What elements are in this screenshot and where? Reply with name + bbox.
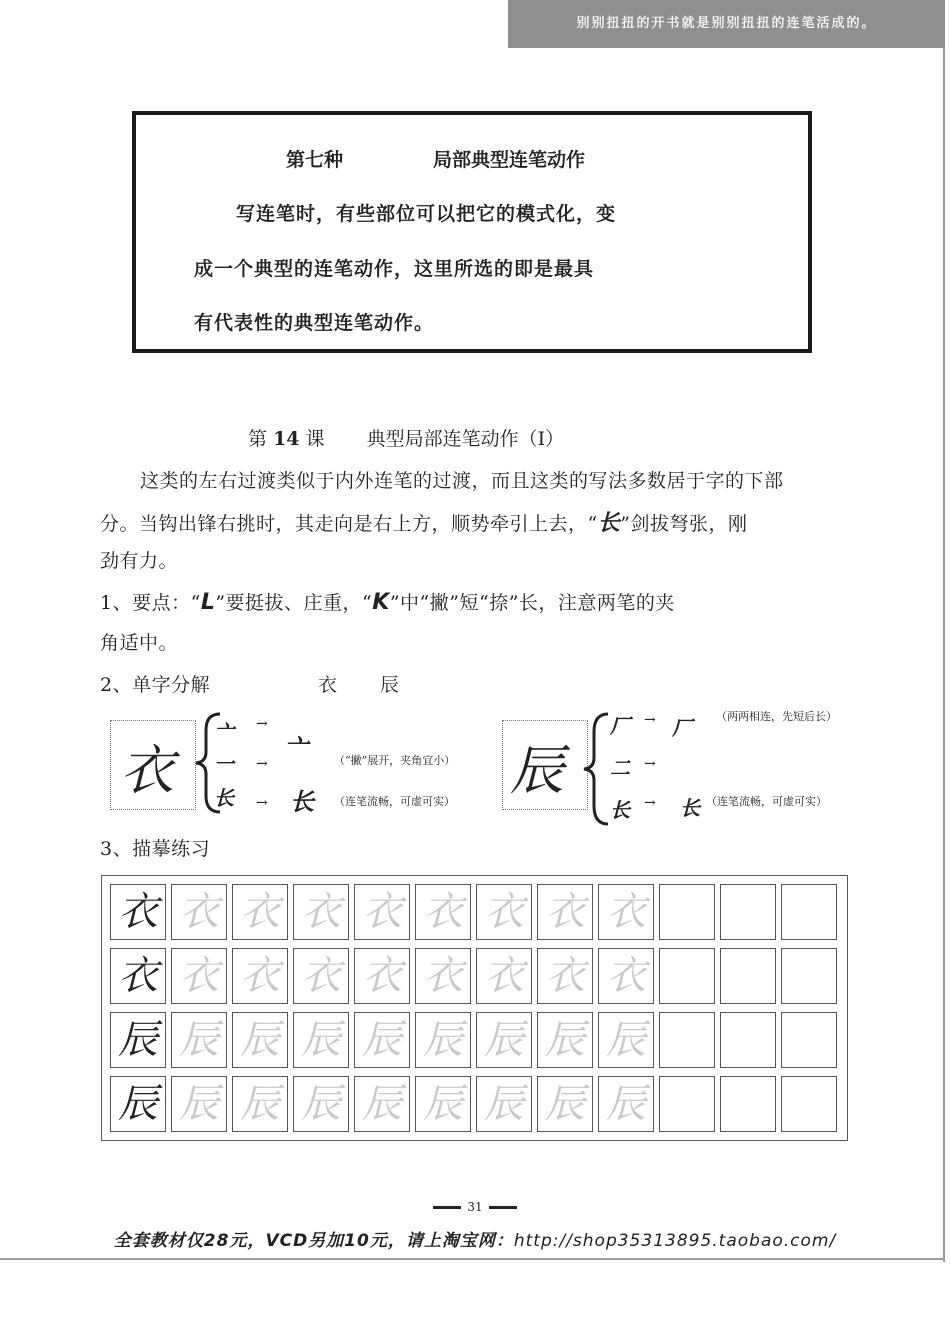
note-yi-upper: （“撇”展开，夹角宜小） <box>334 754 456 767</box>
point-1-line-2: 角适中。 <box>100 632 179 654</box>
point-1-c: ”中“撇”短“捺”长，注意两笔的夹 <box>389 592 675 614</box>
page-number-value: 31 <box>467 1200 483 1214</box>
practice-cell-blank[interactable] <box>781 948 837 1004</box>
note-chen-lower: （连笔流畅，可虚可实） <box>706 795 827 808</box>
practice-cell-trace[interactable] <box>354 948 410 1004</box>
note-yi-lower: （连笔流畅，可虚可实） <box>334 795 455 808</box>
trace-character: 衣 <box>606 889 646 935</box>
trace-character: 衣 <box>179 953 219 999</box>
point-2-label: 2、单字分解 <box>100 674 211 696</box>
practice-cell-blank[interactable] <box>781 1012 837 1068</box>
point-3-label: 3、描摹练习 <box>100 838 211 860</box>
practice-cell-blank[interactable] <box>781 884 837 940</box>
practice-cell-blank[interactable] <box>659 948 715 1004</box>
practice-cell-trace[interactable] <box>476 884 532 940</box>
practice-cell-trace[interactable] <box>171 884 227 940</box>
trace-character: 衣 <box>545 889 585 935</box>
trace-character: 辰 <box>240 1081 280 1127</box>
practice-cell-trace[interactable] <box>293 948 349 1004</box>
trace-character: 衣 <box>423 889 463 935</box>
trace-character: 衣 <box>484 953 524 999</box>
model-character: 衣 <box>118 889 158 935</box>
practice-cell-blank[interactable] <box>720 1076 776 1132</box>
trace-character: 辰 <box>606 1017 646 1063</box>
practice-cell-trace[interactable] <box>171 1076 227 1132</box>
trace-character: 衣 <box>179 889 219 935</box>
trace-character: 辰 <box>423 1081 463 1127</box>
arrow-icon: → <box>644 756 657 772</box>
intro-line-1: 写连笔时，有些部位可以把它的模式化，变 <box>236 203 617 225</box>
merged-yi-top: 亠 <box>284 734 309 762</box>
practice-cell-model <box>110 1012 166 1068</box>
part-yi-2: 一 <box>214 752 235 776</box>
lesson-prefix: 第 <box>248 428 268 450</box>
intro-category: 第七种 <box>286 149 344 171</box>
page-number <box>0 1200 950 1214</box>
practice-cell-trace[interactable] <box>232 1076 288 1132</box>
model-character: 辰 <box>118 1081 158 1127</box>
practice-cell-trace[interactable] <box>537 948 593 1004</box>
practice-cell-trace[interactable] <box>537 1076 593 1132</box>
lesson-number: 14 <box>273 428 300 450</box>
note-chen-upper: （两两相连，先短后长） <box>716 710 837 723</box>
practice-cell-blank[interactable] <box>659 1076 715 1132</box>
trace-character: 辰 <box>484 1017 524 1063</box>
trace-character: 辰 <box>301 1081 341 1127</box>
practice-cell-trace[interactable] <box>598 948 654 1004</box>
practice-cell-trace[interactable] <box>232 884 288 940</box>
intro-box <box>132 111 812 353</box>
merged-chen-bottom: 长 <box>680 796 701 820</box>
model-character: 衣 <box>118 953 158 999</box>
practice-cell-trace[interactable] <box>598 1012 654 1068</box>
practice-cell-model <box>110 948 166 1004</box>
header-banner: 别别扭扭的开书就是别别扭扭的连笔活成的。 <box>508 0 945 48</box>
part-yi-1: 亠 <box>214 720 235 744</box>
part-yi-3: 长 <box>214 786 235 810</box>
practice-cell-blank[interactable] <box>781 1076 837 1132</box>
description-line-3: 劲有力。 <box>100 550 179 572</box>
practice-cell-trace[interactable] <box>537 884 593 940</box>
part-chen-3: 长 <box>610 798 631 822</box>
practice-cell-trace[interactable] <box>537 1012 593 1068</box>
footer-url[interactable]: http://shop35313895.taobao.com/ <box>513 1231 837 1251</box>
practice-cell-trace[interactable] <box>171 1012 227 1068</box>
description-line-2b: ”剑拔弩张，刚 <box>620 513 748 535</box>
lesson-heading: 典型局部连笔动作（Ⅰ） <box>366 428 565 450</box>
practice-cell-trace[interactable] <box>293 1012 349 1068</box>
lesson-suffix: 课 <box>305 428 325 450</box>
arrow-icon: → <box>644 795 657 811</box>
description-line-2 <box>100 506 747 537</box>
trace-character: 衣 <box>423 953 463 999</box>
practice-cell-trace[interactable] <box>293 1076 349 1132</box>
breakdown-char-yi: 衣 <box>120 739 174 802</box>
footer-note <box>0 1226 950 1251</box>
practice-cell-blank[interactable] <box>720 1012 776 1068</box>
trace-character: 辰 <box>362 1017 402 1063</box>
trace-character: 衣 <box>301 889 341 935</box>
practice-cell-trace[interactable] <box>476 1076 532 1132</box>
part-chen-2: 二 <box>610 756 631 780</box>
practice-cell-model <box>110 884 166 940</box>
practice-cell-trace[interactable] <box>415 1076 471 1132</box>
arrow-icon: → <box>256 756 269 772</box>
practice-cell-trace[interactable] <box>354 1012 410 1068</box>
trace-character: 辰 <box>240 1017 280 1063</box>
trace-character: 辰 <box>545 1017 585 1063</box>
trace-character: 衣 <box>240 953 280 999</box>
intro-line-3: 有代表性的典型连笔动作。 <box>194 312 435 334</box>
practice-cell-trace[interactable] <box>415 948 471 1004</box>
footer-text: 全套教材仅28元，VCD另加10元，请上淘宝网： <box>113 1231 514 1251</box>
practice-cell-trace[interactable] <box>476 948 532 1004</box>
breakdown-char-chen: 辰 <box>510 739 564 802</box>
merged-yi-bottom: 长 <box>290 788 315 816</box>
trace-character: 衣 <box>301 953 341 999</box>
trace-character: 辰 <box>179 1081 219 1127</box>
arrow-icon: → <box>256 716 269 732</box>
page-number-dash <box>489 1206 517 1209</box>
point-1-a: 1、要点：“ <box>100 592 201 614</box>
practice-cell-trace[interactable] <box>354 1076 410 1132</box>
practice-cell-trace[interactable] <box>293 884 349 940</box>
chang-glyph-icon: K <box>372 590 390 615</box>
intro-heading: 局部典型连笔动作 <box>433 149 586 171</box>
practice-cell-blank[interactable] <box>659 884 715 940</box>
trace-character: 辰 <box>545 1081 585 1127</box>
practice-cell-blank[interactable] <box>720 884 776 940</box>
trace-character: 衣 <box>484 889 524 935</box>
trace-character: 衣 <box>362 953 402 999</box>
practice-cell-trace[interactable] <box>232 1012 288 1068</box>
practice-grid <box>101 875 848 1141</box>
description-line-1: 这类的左右过渡类似于内外连笔的过渡，而且这类的写法多数居于字的下部 <box>140 470 784 492</box>
practice-cell-model <box>110 1076 166 1132</box>
trace-character: 辰 <box>362 1081 402 1127</box>
merged-chen-top: 厂 <box>672 716 693 740</box>
practice-cell-trace[interactable] <box>354 884 410 940</box>
practice-cell-trace[interactable] <box>415 1012 471 1068</box>
practice-cell-trace[interactable] <box>171 948 227 1004</box>
practice-cell-blank[interactable] <box>720 948 776 1004</box>
page-border-right <box>943 0 945 1262</box>
arrow-icon: → <box>256 795 269 811</box>
trace-character: 衣 <box>362 889 402 935</box>
vertical-hook-glyph-icon: L <box>200 590 216 615</box>
trace-character: 衣 <box>545 953 585 999</box>
point-1-b: ”要挺拔、庄重，“ <box>215 592 373 614</box>
stroke-glyph-icon: 长 <box>597 511 621 536</box>
trace-character: 辰 <box>301 1017 341 1063</box>
practice-cell-trace[interactable] <box>415 884 471 940</box>
model-character: 辰 <box>118 1017 158 1063</box>
trace-character: 辰 <box>484 1081 524 1127</box>
trace-character: 辰 <box>179 1017 219 1063</box>
practice-cell-blank[interactable] <box>659 1012 715 1068</box>
practice-cell-trace[interactable] <box>476 1012 532 1068</box>
point-1 <box>100 588 675 615</box>
trace-character: 衣 <box>606 953 646 999</box>
page-number-dash <box>433 1206 461 1209</box>
trace-character: 辰 <box>606 1081 646 1127</box>
practice-cell-trace[interactable] <box>598 1076 654 1132</box>
trace-character: 衣 <box>240 889 280 935</box>
arrow-icon: → <box>644 712 657 728</box>
description-line-2a: 分。当钩出锋右挑时，其走向是右上方，顺势牵引上去，“ <box>100 513 598 535</box>
point-2-char-2: 辰 <box>380 674 400 696</box>
trace-character: 辰 <box>423 1017 463 1063</box>
page-border-bottom <box>0 1258 945 1260</box>
practice-cell-trace[interactable] <box>598 884 654 940</box>
point-2-char-1: 衣 <box>318 674 338 696</box>
intro-line-2: 成一个典型的连笔动作，这里所选的即是最具 <box>194 258 595 280</box>
lesson-title <box>248 424 564 451</box>
part-chen-1: 厂 <box>610 714 631 738</box>
practice-cell-trace[interactable] <box>232 948 288 1004</box>
